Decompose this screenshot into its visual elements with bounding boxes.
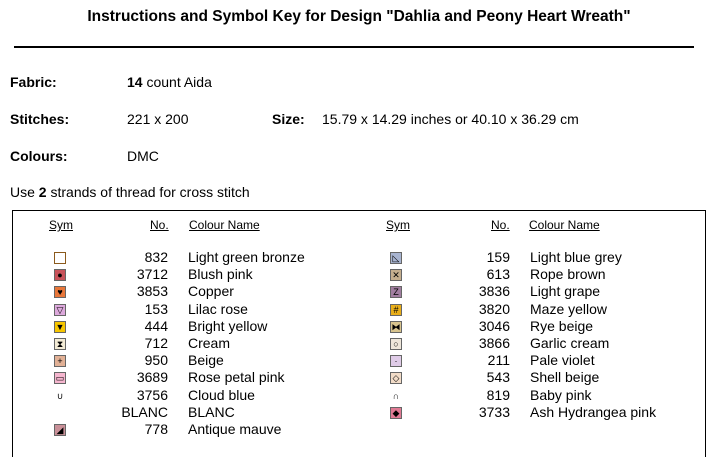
- thread-symbol-icon: ♥: [54, 286, 66, 298]
- fabric-type: count Aida: [142, 74, 212, 90]
- thread-symbol-icon: ∪: [54, 390, 66, 402]
- colour-name: Ash Hydrangea pink: [530, 404, 657, 420]
- colour-name: Garlic cream: [530, 335, 610, 351]
- symbol-key-row: [0, 404, 718, 421]
- dmc-number: 543: [486, 369, 510, 385]
- dmc-number: 153: [144, 301, 168, 317]
- dmc-number: 159: [486, 249, 510, 265]
- thread-symbol-icon: #: [390, 304, 402, 316]
- colour-name: Light green bronze: [188, 249, 305, 265]
- colour-name: Rope brown: [530, 266, 606, 282]
- symbol-key-row: [0, 318, 718, 335]
- dmc-number: 3853: [136, 283, 168, 299]
- colour-name: Beige: [188, 352, 224, 368]
- dmc-number: 832: [144, 249, 168, 265]
- stitches-label: Stitches:: [10, 111, 70, 127]
- thread-symbol-icon: ◢: [54, 424, 66, 436]
- colour-name: Baby pink: [530, 387, 592, 403]
- symbol-key-row: [0, 335, 718, 352]
- thread-symbol-icon: ▭: [55, 372, 65, 383]
- symbol-key-row: [0, 421, 718, 438]
- thread-symbol-icon: +: [54, 355, 66, 367]
- colour-name: Pale violet: [530, 352, 595, 368]
- instruction-text: [10, 184, 250, 200]
- dmc-number: 3712: [136, 266, 168, 282]
- dmc-number: 211: [487, 352, 510, 368]
- dmc-number: 3689: [136, 369, 168, 385]
- thread-symbol-icon: ⧗: [54, 338, 66, 350]
- dmc-number: 3836: [478, 283, 510, 299]
- dmc-number: 444: [144, 318, 168, 334]
- colour-name: Cream: [188, 335, 231, 351]
- dmc-number: 778: [144, 421, 168, 437]
- colour-name: Copper: [188, 283, 234, 299]
- thread-symbol-icon: ◺: [390, 252, 402, 264]
- header-no-right: No.: [491, 218, 510, 232]
- instruction-pre: Use: [10, 184, 39, 200]
- header-sym-left: Sym: [49, 218, 73, 232]
- thread-symbol-icon: ∩: [390, 390, 402, 402]
- size-value: 15.79 x 14.29 inches or 40.10 x 36.29 cm: [322, 111, 579, 127]
- colour-name: Rye beige: [530, 318, 594, 334]
- dmc-number: 712: [144, 335, 168, 351]
- page-title: Instructions and Symbol Key for Design "Dahlia and Peony Heart Wreath": [87, 8, 631, 25]
- header-sym-right: Sym: [386, 218, 410, 232]
- thread-symbol-icon: ●: [54, 269, 66, 281]
- symbol-key-row: [0, 352, 718, 369]
- header-name-right: Colour Name: [529, 218, 600, 232]
- header-no-left: No.: [150, 218, 169, 232]
- thread-symbol-icon: ▽: [54, 304, 66, 316]
- thread-symbol-icon: ○: [390, 338, 402, 350]
- dmc-number: 819: [486, 387, 510, 403]
- colour-name: Bright yellow: [188, 318, 268, 334]
- thread-symbol-icon: ⧓: [391, 321, 401, 332]
- dmc-number: BLANC: [121, 404, 168, 420]
- dmc-number: 3820: [478, 301, 510, 317]
- colours-value: DMC: [127, 148, 159, 164]
- colour-name: Light grape: [530, 283, 601, 299]
- colour-name: Lilac rose: [188, 301, 248, 317]
- thread-symbol-icon: ·: [390, 355, 402, 367]
- dmc-number: 3733: [478, 404, 510, 420]
- thread-symbol-icon: ◇: [390, 372, 402, 384]
- thread-symbol-icon: ◆: [390, 407, 402, 419]
- stitches-value: 221 x 200: [127, 111, 189, 127]
- dmc-number: 950: [144, 352, 168, 368]
- header-name-left: Colour Name: [189, 218, 260, 232]
- colours-label: Colours:: [10, 148, 68, 164]
- fabric-count: 14: [127, 74, 143, 90]
- thread-symbol-icon: Z: [390, 286, 402, 298]
- symbol-key-row: [0, 266, 718, 283]
- colour-name: BLANC: [188, 404, 235, 420]
- size-label: Size:: [272, 111, 305, 127]
- colour-name: Rose petal pink: [188, 369, 285, 385]
- dmc-number: 3046: [478, 318, 510, 334]
- title-divider: [14, 46, 694, 48]
- colour-name: Maze yellow: [530, 301, 608, 317]
- symbol-key-row: [0, 369, 718, 386]
- colour-name: Blush pink: [188, 266, 253, 282]
- strand-count: 2: [38, 184, 47, 200]
- colour-name: Cloud blue: [188, 387, 255, 403]
- colour-name: Antique mauve: [188, 421, 282, 437]
- colour-name: Shell beige: [530, 369, 600, 385]
- thread-symbol-icon: ▼: [55, 321, 65, 332]
- fabric-value: [127, 74, 212, 90]
- thread-symbol-icon: ✕: [390, 269, 402, 281]
- symbol-key-row: [0, 301, 718, 318]
- fabric-label: Fabric:: [10, 74, 57, 90]
- dmc-number: 3866: [478, 335, 510, 351]
- instruction-post: strands of thread for cross stitch: [46, 184, 250, 200]
- symbol-key-row: [0, 249, 718, 266]
- dmc-number: 3756: [136, 387, 168, 403]
- dmc-number: 613: [486, 266, 510, 282]
- symbol-key-row: [0, 387, 718, 404]
- symbol-key-row: [0, 283, 718, 300]
- colour-name: Light blue grey: [530, 249, 622, 265]
